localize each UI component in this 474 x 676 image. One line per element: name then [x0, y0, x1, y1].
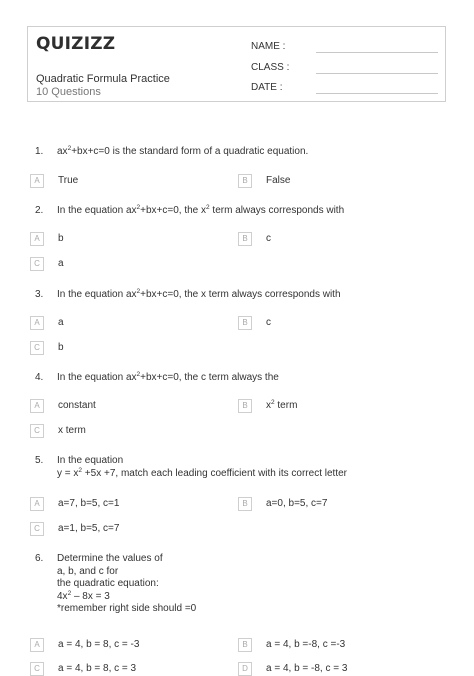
- option-text: b: [58, 342, 64, 353]
- option-letter: C: [30, 424, 44, 438]
- option-letter: A: [30, 316, 44, 330]
- option-text: False: [266, 175, 291, 186]
- option-text: a=7, b=5, c=1: [58, 498, 120, 509]
- option-text: x term: [58, 425, 86, 436]
- option-text: a = 4, b = -8, c = 3: [266, 663, 348, 674]
- quizizz-logo: QUIZIZZ: [36, 34, 116, 54]
- option-text: a = 4, b = 8, c = -3: [58, 639, 140, 650]
- class-label: CLASS :: [251, 62, 290, 73]
- question-number: 3.: [35, 289, 44, 300]
- option-letter: D: [238, 662, 252, 676]
- question-count: 10 Questions: [36, 86, 101, 98]
- option-text: a = 4, b =-8, c =-3: [266, 639, 346, 650]
- question-1: [35, 146, 455, 160]
- option-letter: B: [238, 232, 252, 246]
- question-6: [35, 553, 455, 619]
- worksheet-header: [27, 26, 446, 102]
- class-line: [316, 73, 438, 74]
- option-text: b: [58, 233, 64, 244]
- name-label: NAME :: [251, 41, 286, 52]
- question-number: 5.: [35, 455, 44, 466]
- question-number: 1.: [35, 146, 44, 157]
- question-text: In the equation $y = x^2 +5x +7$, match each leading coefficient with its correct letter: [57, 455, 347, 479]
- question-4: [35, 372, 455, 386]
- question-text: In the equation $ax^2+bx+c=0$, the x term always corresponds with: [57, 288, 341, 300]
- option-letter: B: [238, 497, 252, 511]
- question-2: [35, 205, 455, 219]
- option-text: True: [58, 175, 79, 186]
- option-text: a: [58, 258, 64, 269]
- option-letter: C: [30, 522, 44, 536]
- question-number: 4.: [35, 372, 44, 383]
- option-text: a: [58, 317, 64, 328]
- option-letter: C: [30, 257, 44, 271]
- option-letter: A: [30, 497, 44, 511]
- question-text: $ax^2+bx+c=0$ is the standard form of a quadratic equation.: [57, 145, 309, 157]
- worksheet-title: Quadratic Formula Practice: [36, 73, 170, 85]
- question-number: 6.: [35, 553, 44, 564]
- option-text: c: [266, 233, 271, 244]
- option-letter: C: [30, 341, 44, 355]
- date-label: DATE :: [251, 82, 283, 93]
- option-text: a = 4, b = 8, c = 3: [58, 663, 137, 674]
- option-letter: A: [30, 232, 44, 246]
- option-letter: A: [30, 638, 44, 652]
- option-letter: B: [238, 638, 252, 652]
- question-text: In the equation $ax^2+bx+c=0$, the $x^2$ term always corresponds with: [57, 204, 345, 216]
- option-text: a=0, b=5, c=7: [266, 498, 328, 509]
- option-letter: B: [238, 174, 252, 188]
- question-number: 2.: [35, 205, 44, 216]
- question-5: [35, 455, 455, 483]
- option-text: $x^2$ term: [266, 399, 298, 411]
- option-letter: A: [30, 399, 44, 413]
- option-text: a=1, b=5, c=7: [58, 523, 120, 534]
- date-line: [316, 93, 438, 94]
- option-letter: B: [238, 399, 252, 413]
- option-text: constant: [58, 400, 96, 411]
- option-text: c: [266, 317, 271, 328]
- option-letter: B: [238, 316, 252, 330]
- name-line: [316, 52, 438, 53]
- question-text: Determine the values of a, b, and c for the quadratic equation: $4x^2 - 8x = 3$ *remember right side should =0: [57, 553, 197, 614]
- question-text: In the equation $ax^2+bx+c=0$, the c term always the: [57, 371, 279, 383]
- question-3: [35, 289, 455, 303]
- option-letter: A: [30, 174, 44, 188]
- option-letter: C: [30, 662, 44, 676]
